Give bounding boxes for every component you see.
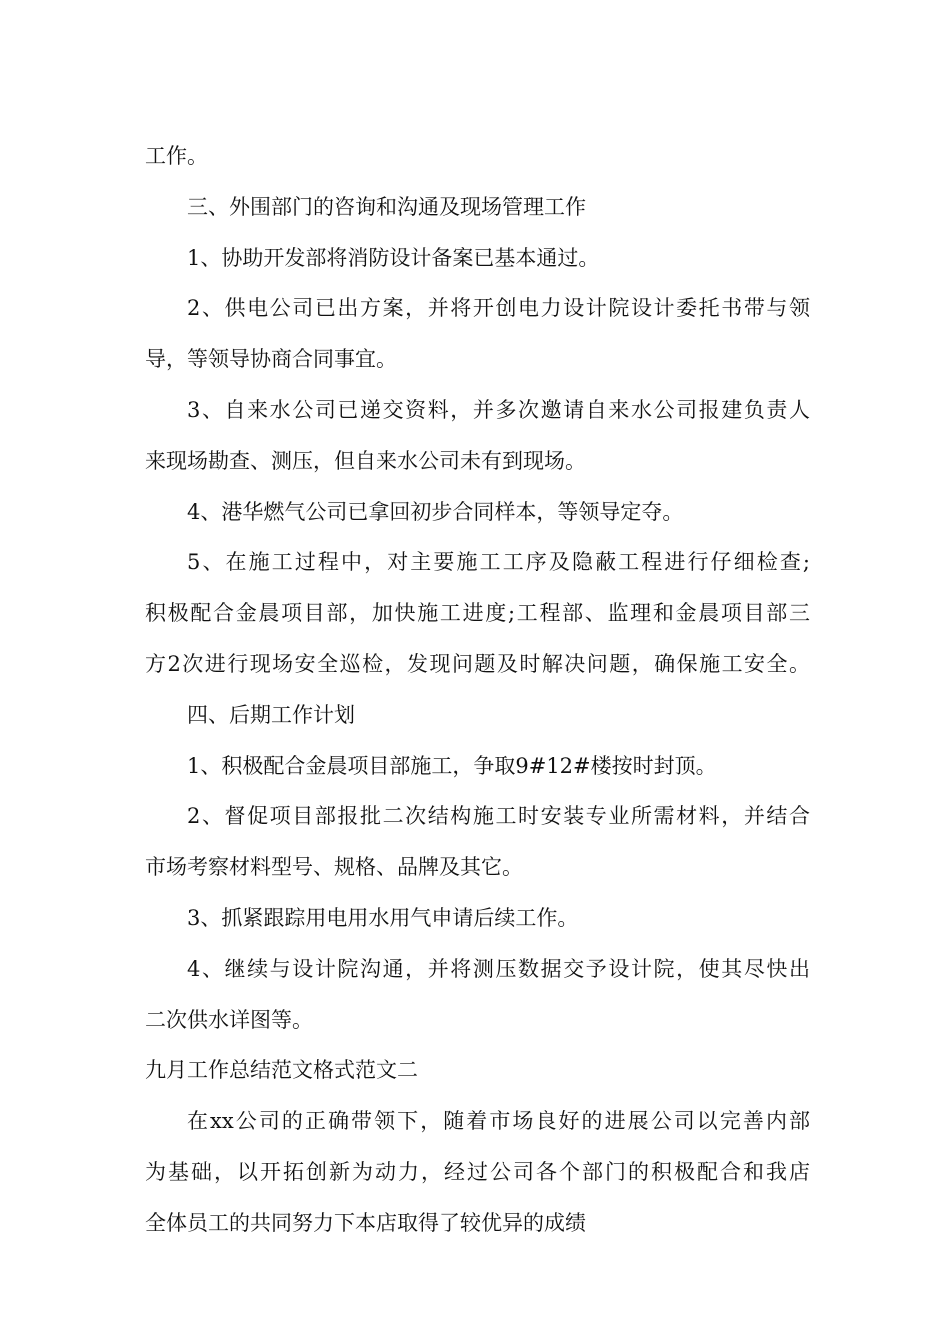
text-line: 2、供电公司已出方案，并将开创电力设计院设计委托书带与领: [187, 296, 810, 321]
text-line: 5、在施工过程中，对主要施工工序及隐蔽工程进行仔细检查;: [187, 550, 810, 575]
document-body: [145, 131, 810, 1249]
text-line: 导，等领导协商合同事宜。: [145, 347, 397, 372]
text-line: 4、港华燃气公司已拿回初步合同样本，等领导定夺。: [187, 499, 684, 524]
text-line: 方2次进行现场安全巡检，发现问题及时解决问题，确保施工安全。: [145, 651, 810, 676]
text-line: 为基础，以开拓创新为动力，经过公司各个部门的积极配合和我店: [145, 1159, 810, 1184]
text-line: 二次供水详图等。: [145, 1007, 313, 1032]
text-line: 3、自来水公司已递交资料，并多次邀请自来水公司报建负责人: [187, 397, 810, 422]
text-line: 4、继续与设计院沟通，并将测压数据交予设计院，使其尽快出: [187, 956, 810, 981]
text-line: 工作。: [145, 144, 208, 168]
text-line: 市场考察材料型号、规格、品牌及其它。: [145, 855, 523, 880]
text-line: 1、积极配合金晨项目部施工，争取9#12#楼按时封顶。: [187, 753, 717, 778]
section-heading: 三、外围部门的咨询和沟通及现场管理工作: [187, 194, 586, 219]
text-line: 全体员工的共同努力下本店取得了较优异的成绩: [145, 1210, 586, 1235]
text-line: 2、督促项目部报批二次结构施工时安装专业所需材料，并结合: [187, 804, 810, 829]
text-line: 3、抓紧跟踪用电用水用气申请后续工作。: [187, 905, 579, 930]
article-title: 九月工作总结范文格式范文二: [145, 1058, 418, 1083]
text-line: 1、协助开发部将消防设计备案已基本通过。: [187, 245, 600, 270]
text-line: 积极配合金晨项目部，加快施工进度;工程部、监理和金晨项目部三: [145, 601, 810, 626]
text-line: 来现场勘查、测压，但自来水公司未有到现场。: [145, 448, 586, 473]
section-heading: 四、后期工作计划: [187, 702, 355, 727]
text-line: 在xx公司的正确带领下，随着市场良好的进展公司以完善内部: [187, 1109, 810, 1134]
